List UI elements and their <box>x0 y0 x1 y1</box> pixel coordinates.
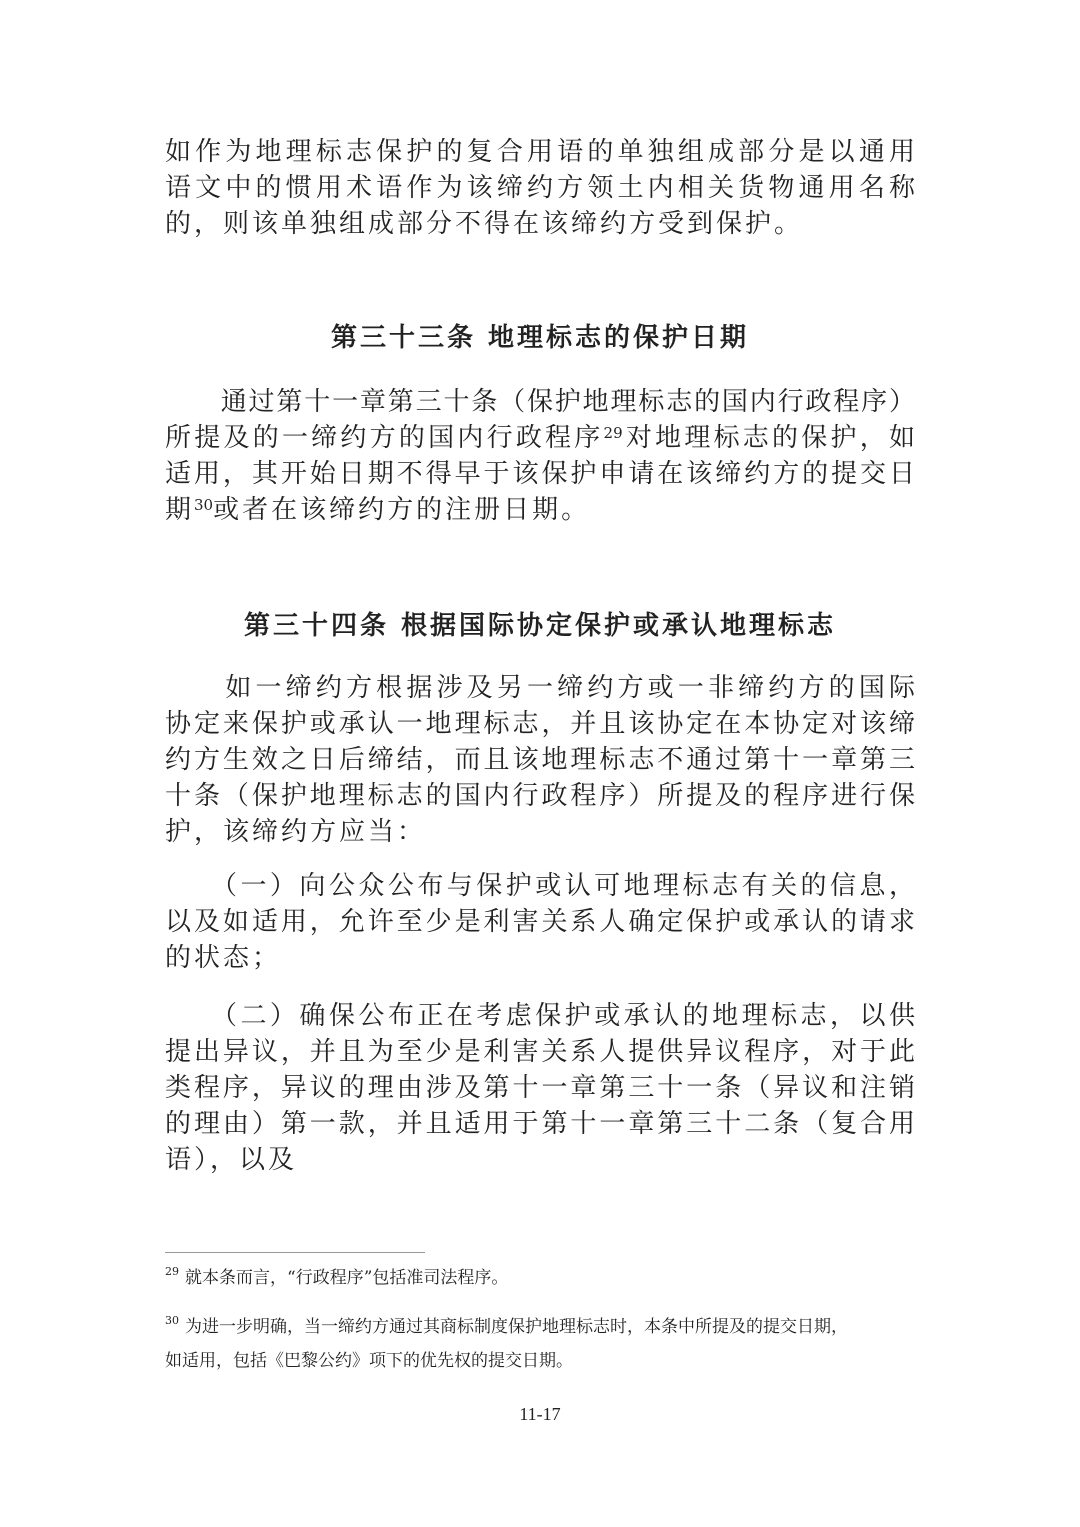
text-line <box>165 814 915 850</box>
line-text: 以及如适用，允许至少是利害关系人确定保护或承认的请求 <box>165 907 915 937</box>
text-line <box>165 1070 915 1106</box>
page-number: 11-17 <box>519 1404 561 1424</box>
line-text: 约方生效之日后缔结，而且该地理标志不通过第十一章第三 <box>165 745 915 775</box>
text-line <box>165 1034 915 1070</box>
line-text: 如一缔约方根据涉及另一缔约方或一非缔约方的国际 <box>165 673 915 703</box>
line-text: 提出异议，并且为至少是利害关系人提供异议程序，对于此 <box>165 1037 915 1067</box>
footnote-30 <box>165 1310 925 1378</box>
text-line <box>165 384 915 420</box>
footnote-29 <box>165 1261 925 1295</box>
line-text: （二）确保公布正在考虑保护或承认的地理标志，以供 <box>165 1001 915 1031</box>
text-line <box>165 420 915 456</box>
line-text: （一）向公众公布与保护或认可地理标志有关的信息， <box>165 871 915 901</box>
line-text: 语文中的惯用术语作为该缔约方领土内相关货物通用名称 <box>165 173 915 203</box>
line-text: 类程序，异议的理由涉及第十一章第三十一条（异议和注销 <box>165 1073 915 1103</box>
footnote-number: 30 <box>165 1314 179 1327</box>
intro-paragraph <box>165 134 915 242</box>
footnote-reference: 29 <box>603 424 623 442</box>
text-line <box>165 868 915 904</box>
line-text: 的状态； <box>165 943 282 973</box>
text-line <box>165 456 915 492</box>
footnote-reference: 30 <box>194 496 214 514</box>
line-text: 或者在该缔约方的注册日期。 <box>213 495 591 525</box>
article-34-item-1 <box>165 868 915 976</box>
line-text: 所提及的一缔约方的国内行政程序 <box>165 423 604 453</box>
line-text: 对地理标志的保护，如 <box>622 423 915 453</box>
line-text: 的理由）第一款，并且适用于第十一章第三十二条（复合用 <box>165 1109 915 1139</box>
text-line <box>165 904 915 940</box>
line-text: 适用，其开始日期不得早于该保护申请在该缔约方的提交日 <box>165 459 915 489</box>
article-34-heading: 第三十四条 根据国际协定保护或承认地理标志 <box>243 611 837 641</box>
line-text: 十条（保护地理标志的国内行政程序）所提及的程序进行保 <box>165 781 915 811</box>
text-line <box>165 742 915 778</box>
text-line <box>165 206 915 242</box>
line-text: 通过第十一章第三十条（保护地理标志的国内行政程序） <box>165 387 915 417</box>
text-line <box>165 778 915 814</box>
text-line <box>165 706 915 742</box>
line-text: 协定来保护或承认一地理标志，并且该协定在本协定对该缔 <box>165 709 915 739</box>
text-line <box>165 1142 915 1178</box>
article-34-item-2 <box>165 998 915 1178</box>
line-text: 期 <box>165 495 195 525</box>
text-line <box>165 1106 915 1142</box>
footnote-text: 为进一步明确，当一缔约方通过其商标制度保护地理标志时，本条中所提及的提交日期， <box>185 1317 848 1337</box>
article-33-paragraph <box>165 384 915 528</box>
article-33-heading: 第三十三条 地理标志的保护日期 <box>330 323 750 353</box>
text-line <box>165 492 915 528</box>
line-text: 的，则该单独组成部分不得在该缔约方受到保护。 <box>165 209 804 239</box>
text-line <box>165 170 915 206</box>
footnote-divider <box>165 1252 425 1253</box>
article-34-paragraph <box>165 670 915 850</box>
text-line <box>165 998 915 1034</box>
footnote-number: 29 <box>165 1265 179 1278</box>
text-line <box>165 134 915 170</box>
footnote-text: 就本条而言，“行政程序”包括准司法程序。 <box>185 1268 509 1288</box>
footnote-text-continued: 如适用，包括《巴黎公约》项下的优先权的提交日期。 <box>165 1351 573 1371</box>
text-line <box>165 670 915 706</box>
text-line <box>165 940 915 976</box>
line-text: 如作为地理标志保护的复合用语的单独组成部分是以通用 <box>165 137 915 167</box>
line-text: 护，该缔约方应当： <box>165 817 427 847</box>
line-text: 语），以及 <box>165 1145 298 1175</box>
